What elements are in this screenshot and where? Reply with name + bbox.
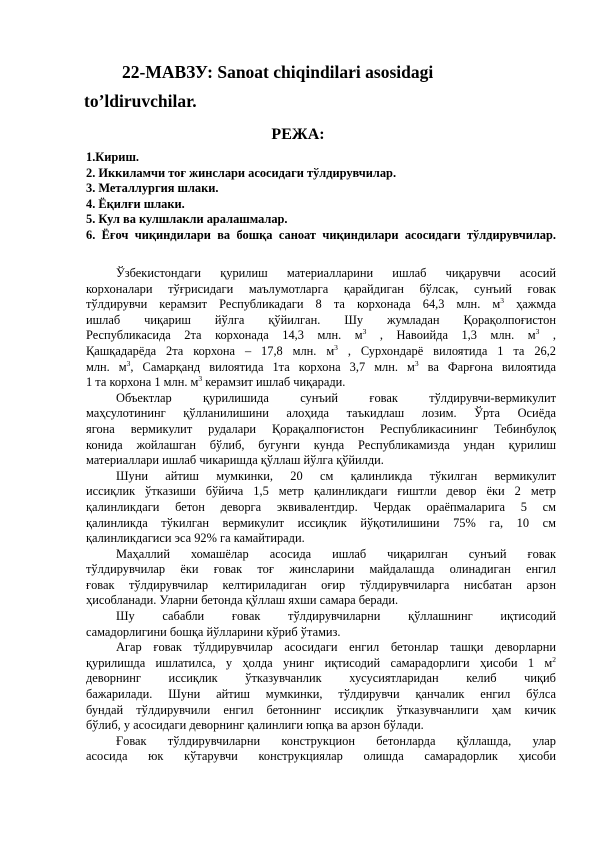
plan-item-5: 5. Кул ва кулшлакли аралашмалар. xyxy=(86,212,288,226)
plan-item-1: 1.Кириш. xyxy=(86,150,140,164)
paragraph-line: 1 та корхона 1 млн. $м^3$ керамзит ишлаб чиқаради. xyxy=(86,374,346,390)
paragraph-line: деворнинг иссиқлик ўтказувчанлик хусусиятларидан келиб чиқиб xyxy=(86,671,556,686)
paragraph-7 xyxy=(86,734,556,765)
paragraph-line: ишлаб чиқариш йўлга қўйилган. Шу жумладан Қорақолпоғистон xyxy=(86,312,556,327)
paragraph-line: Агар ғовак тўлдирувчилар асосидаги енгил бетонлар ташқи деворларни xyxy=(116,640,556,655)
paragraph-line: Шу сабабли ғовак тўлдирувчиларни қўллашнинг иқтисодий xyxy=(116,609,556,624)
paragraph-line: Ғовак тўлдирувчиларни конструкцион бетонларда қўллашда, улар xyxy=(116,733,556,748)
plan-item-6: 6. Ёғоч чиқиндилари ва бошқа саноат чиқиндилари асосидаги тўлдирувчилар. xyxy=(86,227,556,242)
paragraph-line: маҳсулотининг қўлланилишини алоҳида таъкидлаш лозим. Ўрта Осиёда xyxy=(86,406,556,421)
paragraph-line: тўлдирувчи керамзит Республикадаги 8 та корхонада 64,3 млн. $м^3$ ҳажмда xyxy=(86,296,556,312)
paragraph-line: қалинликдагиси эса 92% га камайтиради. xyxy=(86,531,305,546)
paragraph-3 xyxy=(86,469,556,547)
paragraph-line: ғовак тўлдирувчилар келтириладиган оғир тўлдирувчиларга нисбатан арзон xyxy=(86,577,556,592)
paragraph-line: Маҳаллий хомашёлар асосида ишлаб чиқарилган сунъий ғовак xyxy=(116,546,556,561)
paragraph-line: қурилишда ишлатилса, у ҳолда унинг иқтисодий самарадорлиги ҳисоби 1 $м^2$ xyxy=(86,654,556,670)
paragraph-line: бўлиб, у асосидаги деворнинг қалинлиги юпқа ва арзон бўлади. xyxy=(86,718,424,733)
paragraph-4 xyxy=(86,547,556,609)
paragraph-6 xyxy=(86,640,556,734)
paragraph-line: ҳисобланади. Уларни бетонда қўллаш яхши самара беради. xyxy=(86,593,399,608)
paragraph-line: асосида юк кўтарувчи конструкциялар олишда самарадорлик ҳисоби xyxy=(86,749,556,764)
paragraph-line: Ўзбекистондаги қурилиш материалларини ишлаб чиқарувчи асосий xyxy=(116,266,556,280)
paragraph-line: млн. $м^3$, Самарқанд вилоятида 1та корхона 3,7 млн. $м^3$ ва Фарғона вилоятида xyxy=(86,358,557,374)
paragraph-line: Қашқадарёда 2та корхона – 17,8 млн. $м^3$ , Сурхондарё вилоятида 1 та 26,2 xyxy=(86,342,556,358)
paragraph-line: иссиқлик ўтказиши бўйича 1,5 метр қалинликдаги ғиштли девор ёки 2 метр xyxy=(86,484,556,499)
paragraph-line: конида жойлашган бўлиб, бугунги кунда Республикамизда ундан қурилиш xyxy=(86,437,556,452)
paragraph-line: Шуни айтиш мумкинки, 20 см қалинликда тўкилган вермикулит xyxy=(116,468,556,483)
paragraph-line: қалинликда тўкилган вермикулит иссиқлик йўқотилишини 75% га, 10 см xyxy=(86,515,556,530)
paragraph-line: ягона вермикулит рудалари Қорақалпоғистон Республикасининг Тебинбулоқ xyxy=(86,421,556,436)
paragraph-line: бундай тўлдирувчили енгил бетоннинг иссиқлик ўтказувчанлиги ҳам кичик xyxy=(86,702,556,717)
paragraph-2 xyxy=(86,391,556,469)
paragraph-line: корхоналари тўғрисидаги маълумотларга қарайдиган бўлсак, сунъий ғовак xyxy=(86,281,556,296)
paragraph-line: тўлдирувчилар ёки ғовак тоғ жинсларини майдалашда олинадиган енгил xyxy=(86,562,556,577)
paragraph-line: бажарилади. Шуни айтиш мумкинки, тўлдирувчи қанчалик енгил бўлса xyxy=(86,687,556,702)
paragraph-1 xyxy=(86,266,556,391)
plan-item-3: 3. Металлургия шлаки. xyxy=(86,181,219,195)
paragraph-line: Объектлар қурилишида сунъий ғовак тўлдирувчи-вермикулит xyxy=(116,390,556,405)
topic-title xyxy=(84,58,554,116)
paragraph-5 xyxy=(86,609,556,640)
paragraph-line: материаллари ишлаб чикаришда қўллаш йўлга қўйилди. xyxy=(86,453,384,468)
plan-list xyxy=(86,150,556,243)
plan-heading: РЕЖА: xyxy=(271,126,325,143)
plan-item-2: 2. Иккиламчи тоғ жинслари асосидаги тўлдирувчилар. xyxy=(86,165,397,180)
paragraph-line: самадорлигини бошқа йўлларини кўриб ўтамиз. xyxy=(86,624,341,639)
topic-title-line-2: to’ldiruvchilar. xyxy=(84,91,197,111)
paragraph-line: Республикасида 2та корхонада 14,3 млн. $м^3$ , Навоийда 1,3 млн. $м^3$ , xyxy=(86,327,556,343)
topic-title-line-1: 22-МАВЗУ: Sanoat chiqindilari asosidagi xyxy=(122,62,434,82)
plan-item-4: 4. Ёқилғи шлаки. xyxy=(86,196,185,211)
document-body xyxy=(86,266,556,765)
paragraph-line: қалинликдаги бетон деворга эквивалентдир. Чердак ораёпмаларига 5 см xyxy=(86,499,556,514)
